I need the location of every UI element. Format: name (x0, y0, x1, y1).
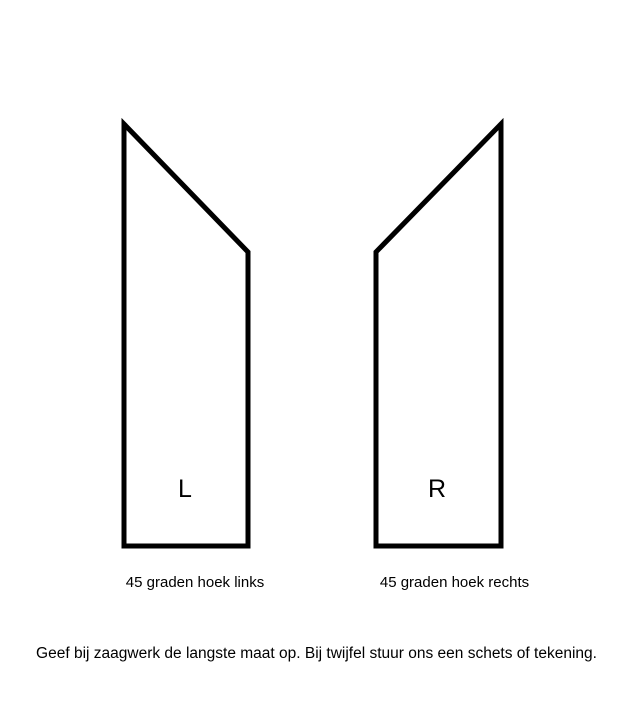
footnote-text: Geef bij zaagwerk de langste maat op. Bij twijfel stuur ons een schets of tekening. (36, 645, 597, 662)
right-shape-caption: 45 graden hoek rechts (379, 574, 530, 591)
left-shape-letter: L (178, 475, 192, 503)
right-shape-letter: R (427, 475, 447, 503)
left-shape-caption: 45 graden hoek links (125, 574, 265, 591)
